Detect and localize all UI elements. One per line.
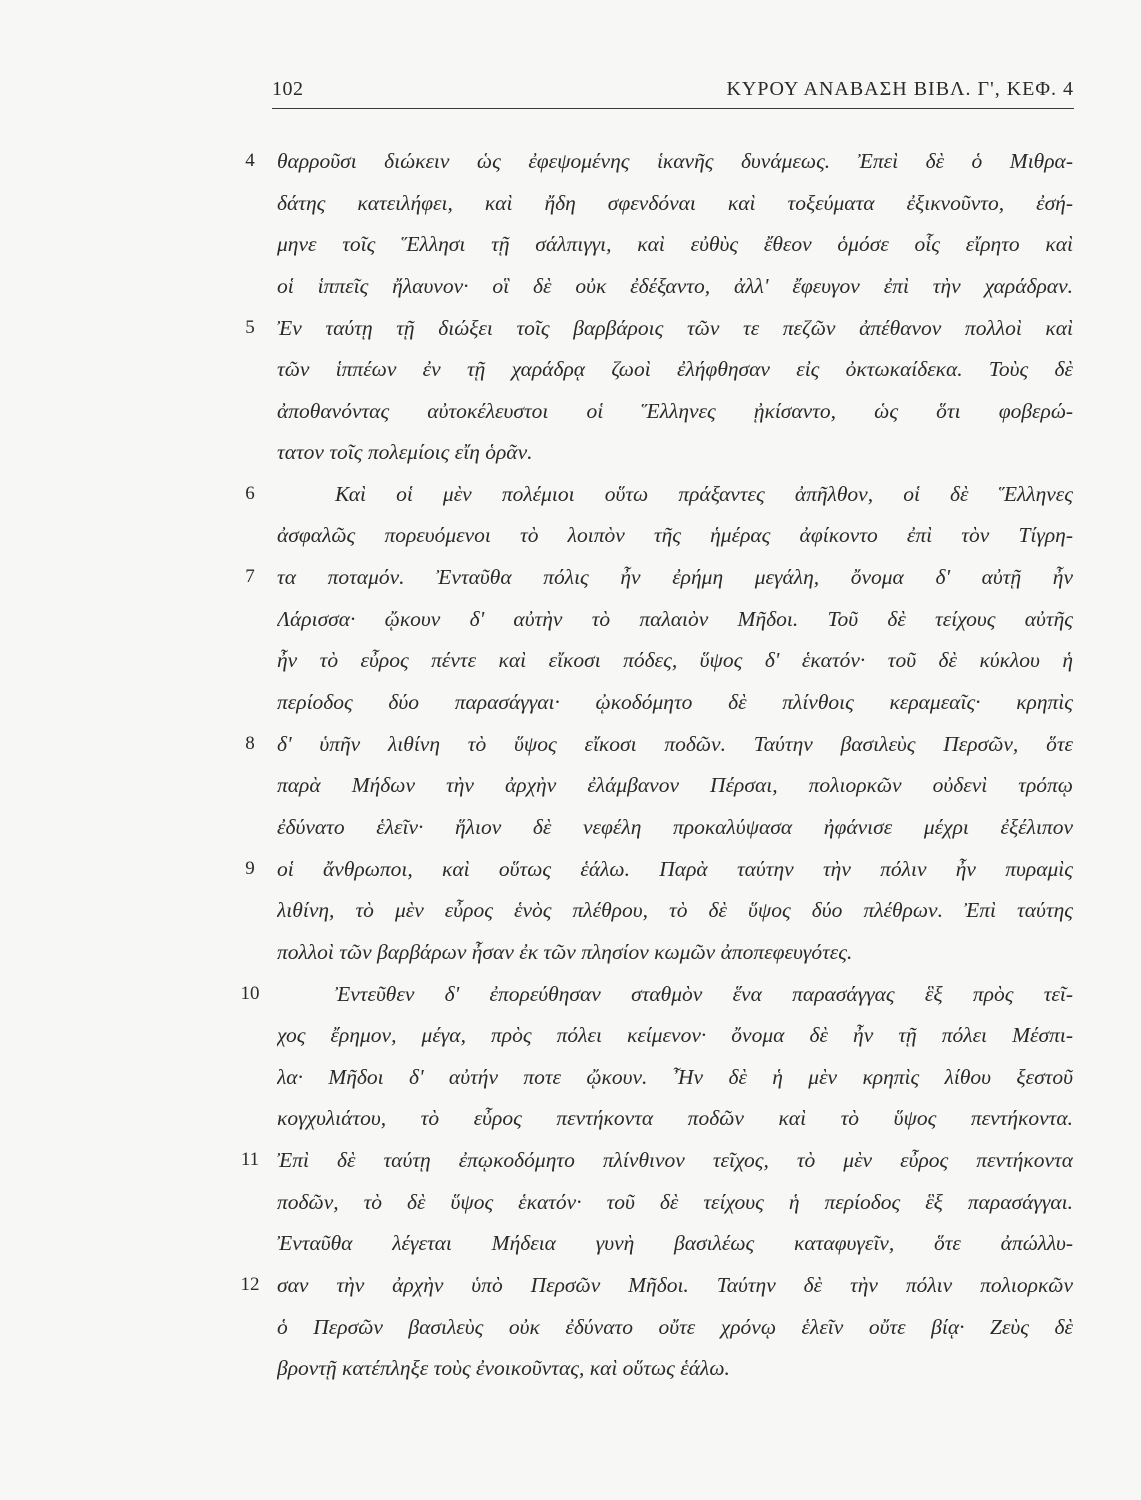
text-line: ἀσφαλῶς πορευόμενοι τὸ λοιπὸν τῆς ἡμέρας ἀφίκοντο ἐπὶ τὸν Τίγρη- bbox=[277, 523, 1073, 547]
section-number: 10 bbox=[240, 983, 260, 1004]
text-line: σαν τὴν ἀρχὴν ὑπὸ Περσῶν Μῆδοι. Ταύτην δὲ τὴν πόλιν πολιορκῶν bbox=[277, 1273, 1073, 1297]
text-line: Ἐν ταύτῃ τῇ διώξει τοῖς βαρβάροις τῶν τε πεζῶν ἀπέθανον πολλοὶ καὶ bbox=[277, 316, 1073, 340]
text-line: οἱ ἄνθρωποι, καὶ οὕτως ἑάλω. Παρὰ ταύτην τὴν πόλιν ἦν πυραμὶς bbox=[277, 857, 1073, 881]
text-line: θαρροῦσι διώκειν ὡς ἐφεψομένης ἱκανῆς δυνάμεως. Ἐπεὶ δὲ ὁ Μιθρα- bbox=[277, 149, 1073, 173]
text-line: βροντῇ κατέπληξε τοὺς ἐνοικοῦντας, καὶ οὕτως ἑάλω. bbox=[277, 1356, 730, 1380]
text-line: μηνε τοῖς Ἕλλησι τῇ σάλπιγγι, καὶ εὐθὺς ἔθεον ὁμόσε οἷς εἴρητο καὶ bbox=[277, 232, 1073, 256]
text-line: Ἐντεῦθεν δ' ἐπορεύθησαν σταθμὸν ἕνα παρασάγγας ἓξ πρὸς τεῖ- bbox=[335, 982, 1073, 1006]
section-number: 9 bbox=[245, 858, 255, 879]
page-number: 102 bbox=[272, 78, 304, 100]
text-line: τῶν ἱππέων ἐν τῇ χαράδρᾳ ζωοὶ ἐλήφθησαν εἰς ὀκτωκαίδεκα. Τοὺς δὲ bbox=[277, 357, 1073, 381]
text-line: περίοδος δύο παρασάγγαι· ᾠκοδόμητο δὲ πλίνθοις κεραμεαῖς· κρηπὶς bbox=[277, 690, 1073, 714]
text-line: λα· Μῆδοι δ' αὐτήν ποτε ᾤκουν. Ἦν δὲ ἡ μὲν κρηπὶς λίθου ξεστοῦ bbox=[277, 1065, 1073, 1089]
text-line: πολλοὶ τῶν βαρβάρων ἦσαν ἐκ τῶν πλησίον κωμῶν ἀποπεφευγότες. bbox=[277, 940, 853, 964]
text-line: τα ποταμόν. Ἐνταῦθα πόλις ἦν ἐρήμη μεγάλη, ὄνομα δ' αὐτῇ ἦν bbox=[277, 565, 1073, 589]
section-number: 6 bbox=[245, 483, 255, 504]
text-line: Ἐνταῦθα λέγεται Μήδεια γυνὴ βασιλέως καταφυγεῖν, ὅτε ἀπώλλυ- bbox=[277, 1231, 1073, 1255]
section-number: 11 bbox=[240, 1149, 260, 1170]
text-line: Λάρισσα· ᾤκουν δ' αὐτὴν τὸ παλαιὸν Μῆδοι. Τοῦ δὲ τείχους αὐτῆς bbox=[277, 607, 1073, 631]
section-number: 12 bbox=[240, 1274, 260, 1295]
text-line: ὁ Περσῶν βασιλεὺς οὐκ ἐδύνατο οὔτε χρόνῳ ἑλεῖν οὔτε βίᾳ· Ζεὺς δὲ bbox=[277, 1315, 1073, 1339]
text-line: λιθίνη, τὸ μὲν εὖρος ἑνὸς πλέθρου, τὸ δὲ ὕψος δύο πλέθρων. Ἐπὶ ταύτης bbox=[277, 898, 1073, 922]
section-number: 8 bbox=[245, 733, 255, 754]
text-line: χος ἔρημον, μέγα, πρὸς πόλει κείμενον· ὄνομα δὲ ἦν τῇ πόλει Μέσπι- bbox=[277, 1023, 1073, 1047]
page-header bbox=[272, 72, 1074, 109]
text-line: δάτης κατειλήφει, καὶ ἤδη σφενδόναι καὶ τοξεύματα ἐξικνοῦντο, ἐσή- bbox=[277, 191, 1073, 215]
section-number: 4 bbox=[245, 150, 255, 171]
text-line: ἀποθανόντας αὐτοκέλευστοι οἱ Ἕλληνες ᾐκίσαντο, ὡς ὅτι φοβερώ- bbox=[277, 399, 1073, 423]
text-line: Καὶ οἱ μὲν πολέμιοι οὕτω πράξαντες ἀπῆλθον, οἱ δὲ Ἕλληνες bbox=[335, 482, 1073, 506]
text-line: ἐδύνατο ἑλεῖν· ἥλιον δὲ νεφέλη προκαλύψασα ἠφάνισε μέχρι ἐξέλιπον bbox=[277, 815, 1073, 839]
text-line: τατον τοῖς πολεμίοις εἴη ὁρᾶν. bbox=[277, 440, 533, 464]
text-line: Ἐπὶ δὲ ταύτῃ ἐπῳκοδόμητο πλίνθινον τεῖχος, τὸ μὲν εὖρος πεντήκοντα bbox=[277, 1148, 1073, 1172]
text-line: κογχυλιάτου, τὸ εὖρος πεντήκοντα ποδῶν καὶ τὸ ὕψος πεντήκοντα. bbox=[277, 1106, 1073, 1130]
section-number: 5 bbox=[245, 317, 255, 338]
section-number: 7 bbox=[245, 566, 255, 587]
text-line: δ' ὑπῆν λιθίνη τὸ ὕψος εἴκοσι ποδῶν. Ταύτην βασιλεὺς Περσῶν, ὅτε bbox=[277, 732, 1073, 756]
text-line: οἱ ἱππεῖς ἤλαυνον· οἳ δὲ οὐκ ἐδέξαντο, ἀλλ' ἔφευγον ἐπὶ τὴν χαράδραν. bbox=[277, 274, 1073, 298]
text-line: παρὰ Μήδων τὴν ἀρχὴν ἐλάμβανον Πέρσαι, πολιορκῶν οὐδενὶ τρόπῳ bbox=[277, 773, 1073, 797]
text-line: ποδῶν, τὸ δὲ ὕψος ἑκατόν· τοῦ δὲ τείχους ἡ περίοδος ἓξ παρασάγγαι. bbox=[277, 1190, 1073, 1214]
running-title: ΚΥΡΟΥ ΑΝΑΒΑΣΗ ΒΙΒΛ. Γ', ΚΕΦ. 4 bbox=[726, 78, 1074, 100]
text-line: ἦν τὸ εὖρος πέντε καὶ εἴκοσι πόδες, ὕψος δ' ἑκατόν· τοῦ δὲ κύκλου ἡ bbox=[277, 648, 1073, 672]
